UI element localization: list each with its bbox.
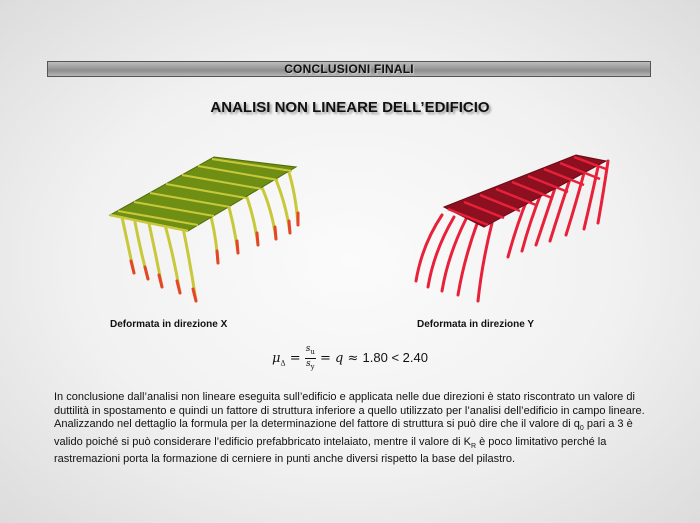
deformed-shape-x-figure	[104, 145, 304, 305]
roof-x	[110, 157, 296, 231]
formula-eq2: = q ≈	[320, 350, 359, 366]
roof-y	[444, 155, 606, 227]
formula-num: s	[305, 344, 311, 354]
q0-subscript: 0	[579, 425, 584, 433]
slide-subtitle: ANALISI NON LINEARE DELL’EDIFICIO	[210, 99, 490, 116]
section-header-bar	[47, 61, 651, 77]
kr-subscript: R	[471, 442, 477, 450]
caption-direction-y: Deformata in direzione Y	[417, 319, 535, 330]
formula-den-sub: y	[310, 362, 315, 371]
deformed-shape-y-figure	[408, 145, 613, 305]
formula-den: s	[306, 358, 311, 369]
caption-direction-x: Deformata in direzione X	[110, 319, 228, 330]
section-title: CONCLUSIONI FINALI	[284, 62, 414, 76]
formula-value: 1.80 < 2.40	[362, 349, 428, 365]
paragraph-part-3: è poco limitativo perché la rastremazioni porta la formazione di cerniere in punti anche diversi rispetto la base del pilastro.	[54, 435, 607, 466]
formula-mu: μ	[272, 350, 281, 366]
conclusion-paragraph	[54, 391, 654, 467]
formula-mu-sub: Δ	[280, 359, 286, 368]
formula-eq1: =	[289, 350, 301, 366]
ductility-formula	[0, 344, 700, 373]
paragraph-part-2: pari a 3 è valido poiché si può considerare l’edificio prefabbricato intelaiato, mentre il valore di K	[54, 418, 633, 448]
formula-num-sub: u	[310, 347, 315, 356]
formula-fraction	[305, 344, 316, 373]
paragraph-part-1: In conclusione dall’analisi non lineare eseguita sull’edificio e applicata nelle due direzioni è stato riscontrato un valore di duttilità in spostamento e quindi un fattore di struttura inferiore a quello utilizzato per l’analisi dell’edificio in campo lineare. Analizzando nel dettaglio la formula per la determinazione del fattore di struttura si può dire che il valore di q	[54, 391, 645, 430]
